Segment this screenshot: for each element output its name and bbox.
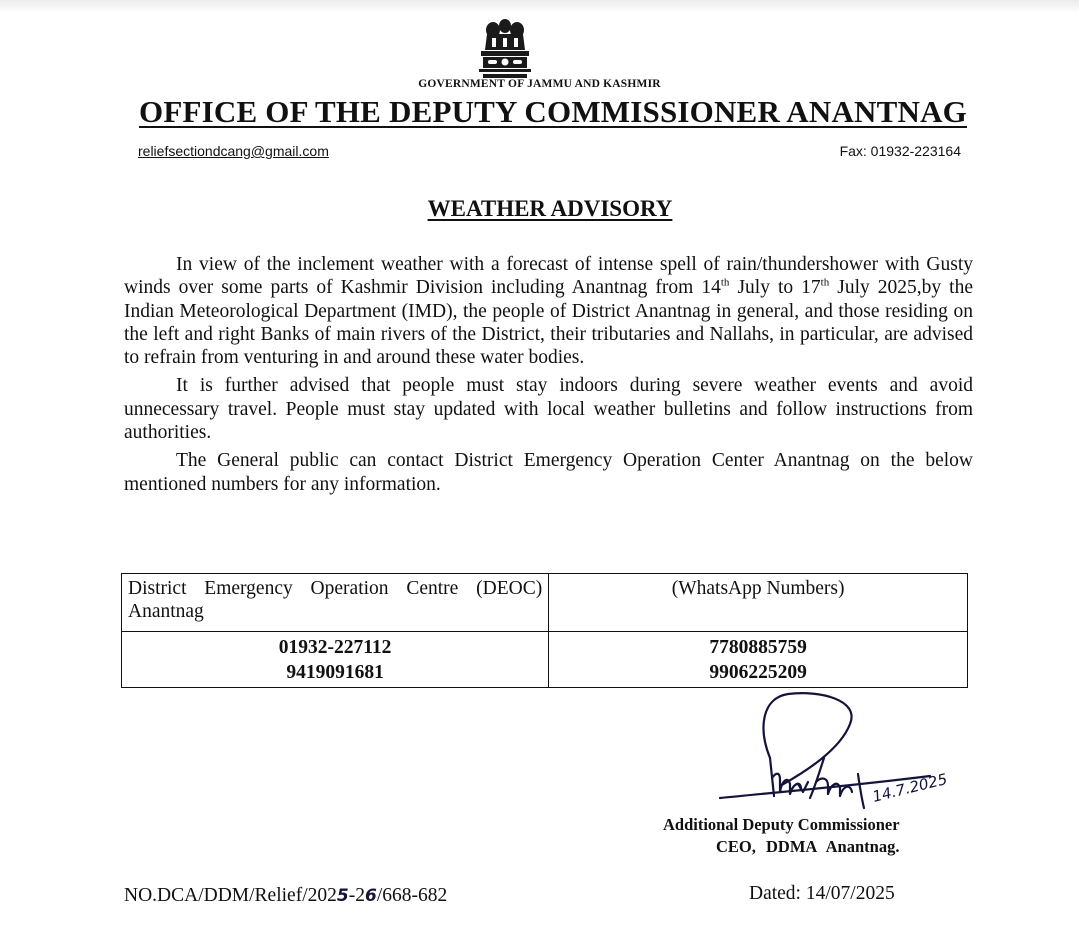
contacts-table bbox=[121, 573, 968, 688]
document-date: Dated: 14/07/2025 bbox=[749, 883, 895, 904]
advisory-body bbox=[124, 253, 973, 501]
scan-edge bbox=[0, 0, 1079, 14]
signature-date: 14.7.2025 bbox=[870, 769, 950, 806]
designation-subtitle: CEO, DDMA Anantnag. bbox=[716, 837, 900, 856]
whatsapp-numbers-cell: 7780885759 9906225209 bbox=[549, 632, 968, 688]
table-header-cell: District Emergency Operation Centre (DEOC) Anantnag bbox=[122, 574, 549, 632]
reference-number: NO.DCA/DDM/Relief/2025-26/668-682 bbox=[124, 885, 448, 906]
paragraph-1: In view of the inclement weather with a forecast of intense spell of rain/thundershower with Gusty winds over some parts of Kashmir Division including Anantnag from 14th July to 17th July 2025,by the Indian Meteorological Department (IMD), the people of District Anantnag in general, and those residing on the left and right Banks of main rivers of the District, their tributaries and Nallahs, in particular, are advised to refrain from venturing in and around these water bodies. bbox=[124, 254, 973, 369]
advisory-title: WEATHER ADVISORY bbox=[427, 196, 673, 221]
fax-number: Fax: 01932-223164 bbox=[839, 143, 961, 159]
email-link[interactable]: reliefsectiondcang@gmail.com bbox=[138, 143, 329, 159]
table-header-cell: (WhatsApp Numbers) bbox=[549, 574, 968, 632]
deoc-numbers-cell: 01932-227112 9419091681 bbox=[122, 632, 549, 688]
table-row bbox=[122, 632, 968, 688]
handwritten-signature bbox=[700, 688, 990, 810]
paragraph-3: The General public can contact District Emergency Operation Center Anantnag on the below mentioned numbers for any information. bbox=[124, 450, 973, 495]
table-header-row bbox=[122, 574, 968, 632]
paragraph-2: It is further advised that people must stay indoors during severe weather events and avoid unnecessary travel. People must stay updated with local weather bulletins and follow instructions from authorities. bbox=[124, 375, 973, 444]
government-name: GOVERNMENT OF JAMMU AND KASHMIR bbox=[418, 78, 661, 90]
office-title: OFFICE OF THE DEPUTY COMMISSIONER ANANTNAG bbox=[139, 94, 967, 129]
designation-title: Additional Deputy Commissioner bbox=[663, 815, 900, 834]
national-emblem-icon bbox=[470, 14, 540, 82]
